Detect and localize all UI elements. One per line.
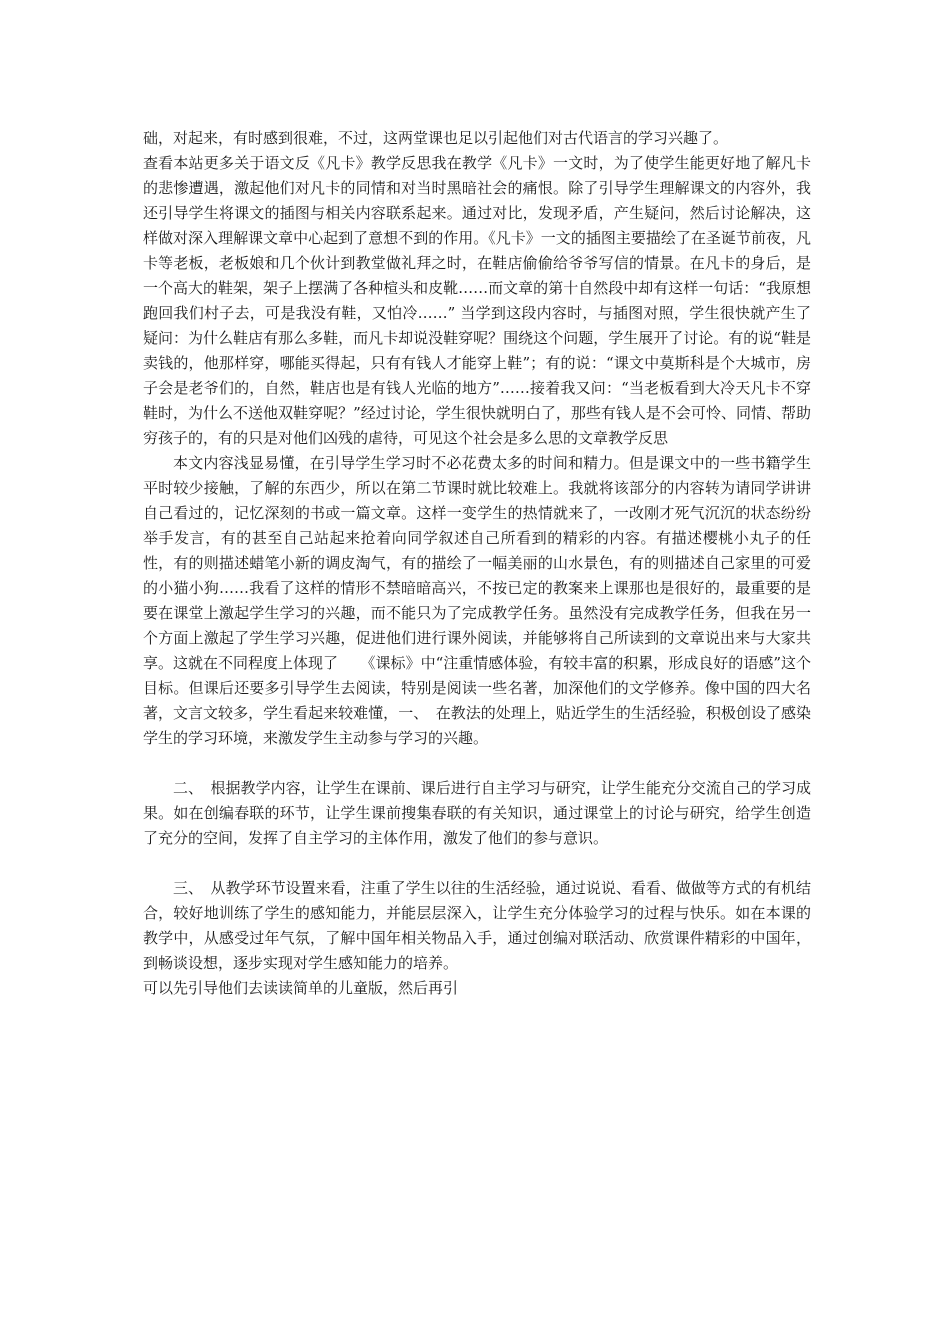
- paragraph-point-three: 三、 从教学环节设置来看，注重了学生以往的生活经验，通过说说、看看、做做等方式的有机结合，较好地训练了学生的感知能力，并能层层深入，让学生充分体验学习的过程与快乐。如在本课的教学中，从感受过年气氛，了解中国年相关物品入手，通过创编对联活动、欣赏课件精彩的中国年，到畅谈设想，逐步实现对学生感知能力的培养。: [143, 879, 811, 972]
- paragraph-fanka-reflection: 查看本站更多关于语文反《凡卡》教学反思我在教学《凡卡》一文时，为了使学生能更好地了解凡卡的悲惨遭遇，激起他们对凡卡的同情和对当时黑暗社会的痛恨。除了引导学生理解课文的内容外，我还引导学生将课文的插图与相关内容联系起来。通过对比，发现矛盾，产生疑问，然后讨论解决，这样做对深入理解课文章中心起到了意想不到的作用。《凡卡》一文的插图主要描绘了在圣诞节前夜，凡卡等老板，老板娘和几个伙计到教堂做礼拜之时，在鞋店偷偷给爷爷写信的情景。在凡卡的身后，是一个高大的鞋架，架子上摆满了各种楦头和皮靴……而文章的第十自然段中却有这样一句话：“我原想跑回我们村子去，可是我没有鞋，又怕冷……” 当学到这段内容时，与插图对照，学生很快就产生了疑问：为什么鞋店有那么多鞋，而凡卡却说没鞋穿呢？围绕这个问题，学生展开了讨论。有的说“鞋是卖钱的，他那样穿，哪能买得起，只有有钱人才能穿上鞋”；有的说：“课文中莫斯科是个大城市，房子会是老爷们的，自然，鞋店也是有钱人光临的地方”……接着我又问：“当老板看到大冷天凡卡不穿鞋时，为什么不送他双鞋穿呢？”经过讨论，学生很快就明白了，那些有钱人是不会可怜、同情、帮助穷孩子的，有的只是对他们凶残的虐待，可见这个社会是多么思的文章教学反思: [143, 154, 811, 447]
- paragraph-closing-fragment: 可以先引导他们去读读简单的儿童版，然后再引: [143, 979, 459, 997]
- document-body: [143, 126, 811, 1001]
- paragraph-reading-reflection: 本文内容浅显易懂，在引导学生学习时不必花费太多的时间和精力。但是课文中的一些书籍学生平时较少接触，了解的东西少，所以在第二节课时就比较难上。我就将该部分的内容转为请同学讲讲自己看过的，记忆深刻的书或一篇文章。这样一变学生的热情就来了，一改刚才死气沉沉的状态纷纷举手发言，有的甚至自己站起来抢着向同学叙述自己所看到的精彩的内容。有描述樱桃小丸子的任性，有的则描述蜡笔小新的调皮淘气，有的描绘了一幅美丽的山水景色，有的则描述自己家里的可爱的小猫小狗……我看了这样的情形不禁暗暗高兴，不按已定的教案来上课那也是很好的，最重要的是要在课堂上激起学生学习的兴趣，而不能只为了完成教学任务。虽然没有完成教学任务，但我在另一个方面上激起了学生学习兴趣，促进他们进行课外阅读，并能够将自己所读到的文章说出来与大家共享。这就在不同程度上体现了 《课标》中“注重情感体验，有较丰富的积累，形成良好的语感”这个目标。但课后还要多引导学生去阅读，特别是阅读一些名著，加深他们的文学修养。像中国的四大名著，文言文较多，学生看起来较难懂，一、 在教法的处理上，贴近学生的生活经验，积极创设了感染学生的学习环境，来激发学生主动参与学习的兴趣。: [143, 454, 811, 747]
- paragraph-point-two: 二、 根据教学内容，让学生在课前、课后进行自主学习与研究，让学生能充分交流自己的学习成果。如在创编春联的环节，让学生课前搜集春联的有关知识，通过课堂上的讨论与研究，给学生创造了充分的空间，发挥了自主学习的主体作用，激发了他们的参与意识。: [143, 779, 811, 847]
- paragraph-continuation: 础，对起来，有时感到很难，不过，这两堂课也足以引起他们对古代语言的学习兴趣了。: [143, 129, 729, 147]
